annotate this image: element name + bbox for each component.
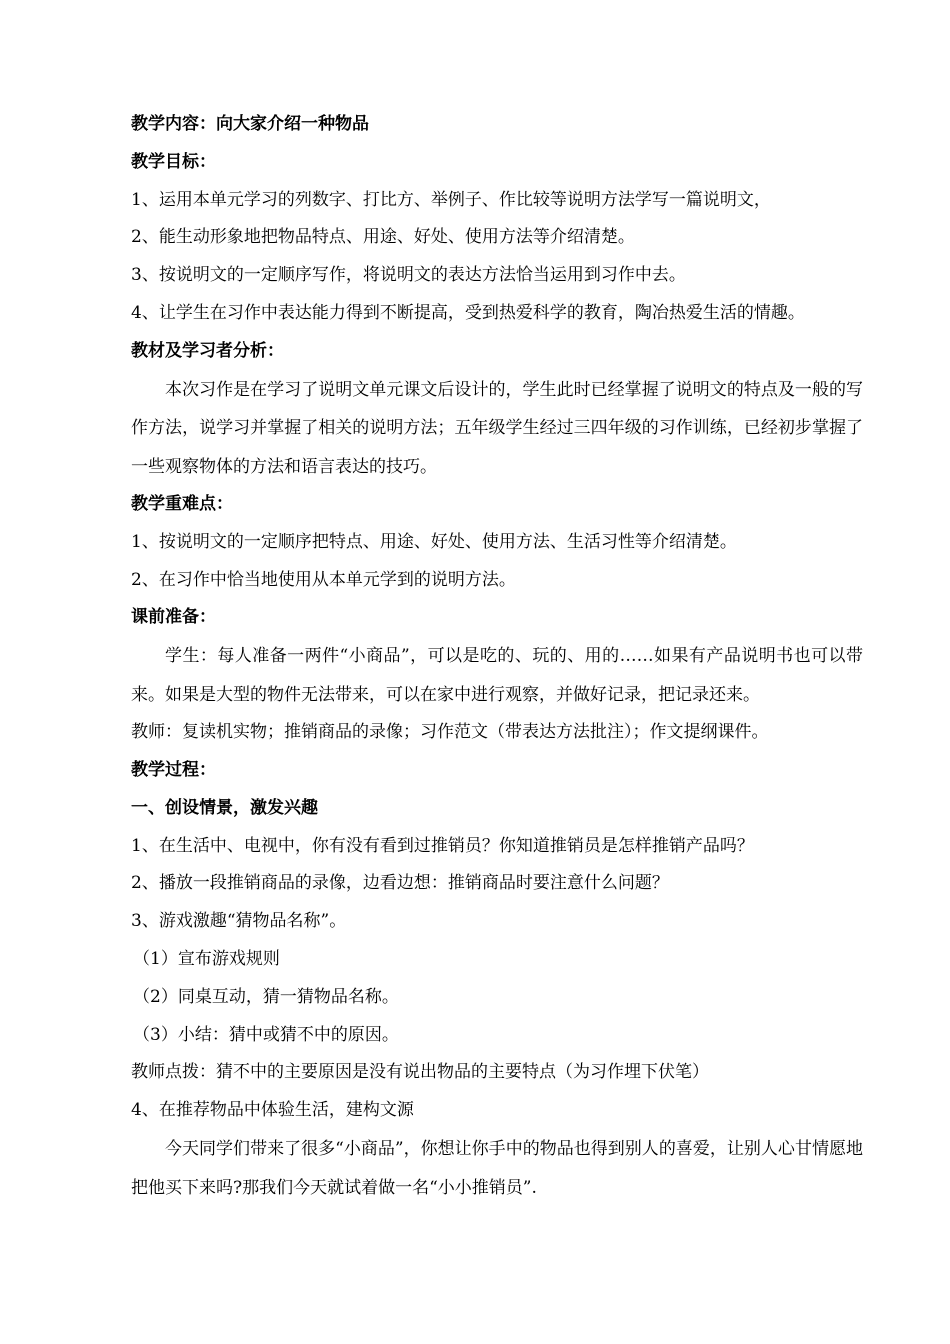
process-step-3: 3、游戏激趣“猜物品名称”。 — [131, 911, 347, 932]
goal-item-4: 4、让学生在习作中表达能力得到不断提高，受到热爱科学的教育，陶冶热爱生活的情趣。 — [131, 302, 805, 323]
process-step-1: 1、在生活中、电视中，你有没有看到过推销员？你知道推销员是怎样推销产品吗？ — [131, 835, 754, 856]
process-substep-1: （1）宣布游戏规则 — [133, 949, 280, 970]
goal-item-2: 2、能生动形象地把物品特点、用途、好处、使用方法等介绍清楚。 — [131, 227, 635, 248]
goal-item-3: 3、按说明文的一定顺序写作，将说明文的表达方法恰当运用到习作中去。 — [131, 265, 686, 286]
process-substep-3: （3）小结：猜中或猜不中的原因。 — [133, 1024, 399, 1045]
student-preparation-paragraph: 学生：每人准备一两件“小商品”，可以是吃的、玩的、用的……如果有产品说明书也可以带来。如果是大型的物件无法带来，可以在家中进行观察，并做好记录，把记录还来。 — [131, 646, 863, 705]
teacher-preparation: 教师：复读机实物；推销商品的录像；习作范文（带表达方法批注）；作文提纲课件。 — [131, 722, 769, 743]
preparation-heading: 课前准备： — [131, 607, 216, 628]
teaching-content-heading: 教学内容：向大家介绍一种物品 — [131, 114, 369, 134]
document-body — [131, 106, 863, 1207]
section-1-heading: 一、创设情景，激发兴趣 — [131, 797, 318, 818]
process-step-4: 4、在推荐物品中体验生活，建构文源 — [131, 1100, 414, 1121]
difficulty-heading: 教学重难点： — [131, 494, 233, 515]
difficulty-item-2: 2、在习作中恰当地使用从本单元学到的说明方法。 — [131, 569, 516, 590]
difficulty-item-1: 1、按说明文的一定顺序把特点、用途、好处、使用方法、生活习性等介绍清楚。 — [131, 531, 737, 552]
teacher-tip: 教师点拨：猜不中的主要原因是没有说出物品的主要特点（为习作埋下伏笔） — [131, 1062, 709, 1083]
material-analysis-heading: 教材及学习者分析： — [131, 340, 284, 361]
process-step-2: 2、播放一段推销商品的录像，边看边想：推销商品时要注意什么问题？ — [131, 873, 669, 894]
process-heading: 教学过程： — [131, 760, 216, 781]
material-analysis-paragraph: 本次习作是在学习了说明文单元课文后设计的，学生此时已经掌握了说明文的特点及一般的写作方法，说学习并掌握了相关的说明方法；五年级学生经过三四年级的习作训练，已经初步掌握了一些观察物体的方法和语言表达的技巧。 — [131, 379, 863, 477]
teaching-goals-heading: 教学目标： — [131, 151, 216, 172]
goal-item-1: 1、运用本单元学习的列数字、打比方、举例子、作比较等说明方法学写一篇说明文， — [131, 189, 771, 210]
process-substep-2: （2）同桌互动，猜一猜物品名称。 — [133, 986, 399, 1007]
closing-paragraph: 今天同学们带来了很多“小商品”，你想让你手中的物品也得到别人的喜爱，让别人心甘情愿地把他买下来吗?那我们今天就试着做一名“小小推销员”. — [131, 1139, 863, 1198]
